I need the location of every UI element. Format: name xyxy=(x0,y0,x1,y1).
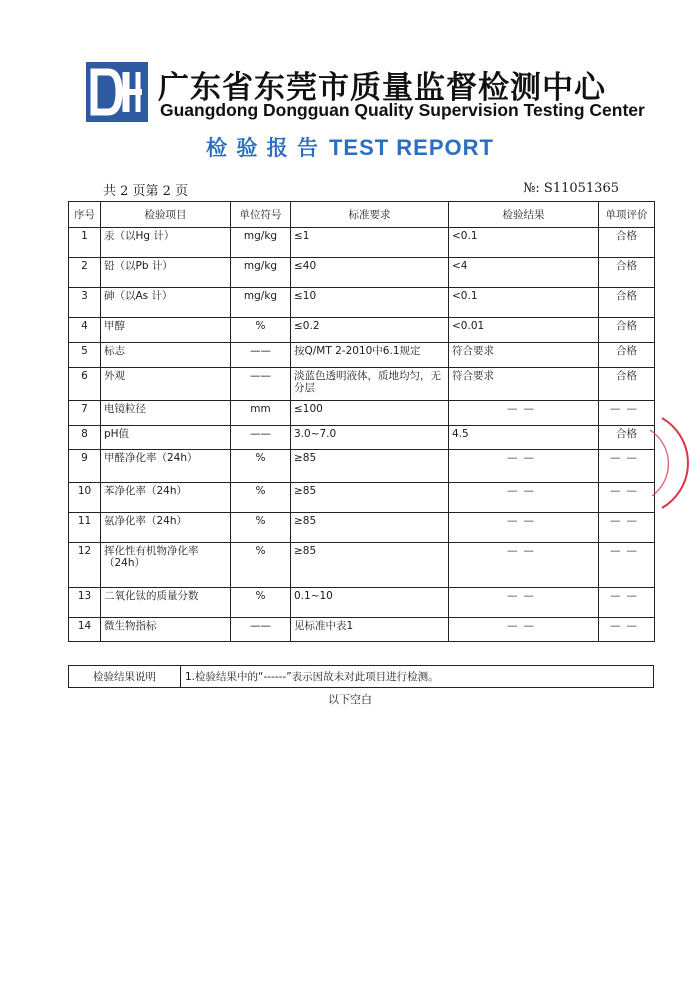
cell-result xyxy=(449,258,599,288)
cell-evaluation-text: 合格 xyxy=(616,260,637,272)
cell-unit xyxy=(231,618,291,642)
table-row xyxy=(69,258,655,288)
cell-item xyxy=(101,588,231,618)
cell-result-text: <4 xyxy=(452,260,468,272)
header-result: 检验结果 xyxy=(449,202,599,228)
cell-result xyxy=(449,450,599,483)
cell-evaluation-text: —— xyxy=(610,545,643,557)
cell-evaluation-text: 合格 xyxy=(616,230,637,242)
cell-unit-text: mg/kg xyxy=(243,290,278,302)
cell-evaluation xyxy=(599,228,655,258)
cell-no-text: 6 xyxy=(81,370,88,382)
table-row xyxy=(69,543,655,588)
cell-evaluation xyxy=(599,618,655,642)
cell-no xyxy=(69,426,101,450)
notes-table xyxy=(68,665,654,688)
page-info: 共 2 页第 2 页 xyxy=(103,184,189,199)
cell-standard xyxy=(291,258,449,288)
report-title-cn: 检 验 报 告 xyxy=(206,136,319,160)
cell-evaluation-text: —— xyxy=(610,485,643,497)
cell-unit-text: —— xyxy=(250,370,271,382)
org-name-en: Guangdong Dongguan Quality Supervision Testing Center xyxy=(160,100,645,120)
cell-result xyxy=(449,543,599,588)
cell-result xyxy=(449,588,599,618)
cell-result xyxy=(449,288,599,318)
cell-no-text: 14 xyxy=(77,620,92,632)
cell-result-text: —— xyxy=(507,452,540,464)
cell-item-text: 铅（以Pb 计） xyxy=(104,260,173,272)
cell-evaluation xyxy=(599,318,655,343)
cell-unit-text: % xyxy=(255,515,266,527)
cell-standard xyxy=(291,318,449,343)
test-results-table xyxy=(68,201,655,642)
cell-standard xyxy=(291,288,449,318)
cell-standard-text: ≥85 xyxy=(294,452,317,464)
table-row xyxy=(69,426,655,450)
cell-result xyxy=(449,483,599,513)
cell-unit-text: —— xyxy=(250,428,271,440)
cell-item-text: 挥化性有机物净化率（24h） xyxy=(104,545,199,569)
cell-item xyxy=(101,343,231,368)
cell-standard-text: ≤1 xyxy=(294,230,310,242)
cell-no-text: 8 xyxy=(81,428,88,440)
cell-evaluation-text: 合格 xyxy=(616,428,637,440)
cell-item xyxy=(101,368,231,401)
cell-evaluation xyxy=(599,368,655,401)
cell-no xyxy=(69,483,101,513)
cell-no xyxy=(69,368,101,401)
cell-item-text: pH值 xyxy=(104,428,130,440)
org-name-cn: 广东省东莞市质量监督检测中心 xyxy=(158,70,606,106)
cell-standard xyxy=(291,483,449,513)
cell-no-text: 13 xyxy=(77,590,92,602)
cell-unit-text: —— xyxy=(250,620,271,632)
cell-evaluation-text: 合格 xyxy=(616,370,637,382)
cell-result-text: <0.1 xyxy=(452,290,478,302)
cell-item-text: 苯净化率（24h） xyxy=(104,485,188,497)
cell-evaluation-text: —— xyxy=(610,403,643,415)
cell-no-text: 3 xyxy=(81,290,88,302)
table-row xyxy=(69,228,655,258)
cell-unit-text: % xyxy=(255,590,266,602)
cell-item xyxy=(101,543,231,588)
cell-standard xyxy=(291,343,449,368)
cell-item xyxy=(101,288,231,318)
table-row xyxy=(69,483,655,513)
cell-item xyxy=(101,401,231,426)
cell-evaluation-text: —— xyxy=(610,590,643,602)
cell-result-text: —— xyxy=(507,545,540,557)
cell-unit-text: % xyxy=(255,545,266,557)
cell-result xyxy=(449,318,599,343)
cell-result-text: —— xyxy=(507,515,540,527)
cell-evaluation xyxy=(599,543,655,588)
dqi-logo-icon xyxy=(86,62,148,122)
cell-result-text: —— xyxy=(507,403,540,415)
cell-no-text: 5 xyxy=(81,345,88,357)
cell-unit xyxy=(231,228,291,258)
cell-no xyxy=(69,318,101,343)
header-evaluation: 单项评价 xyxy=(599,202,655,228)
header-item: 检验项目 xyxy=(101,202,231,228)
cell-no-text: 10 xyxy=(77,485,92,497)
table-row xyxy=(69,343,655,368)
cell-standard-text: ≥85 xyxy=(294,485,317,497)
cell-unit xyxy=(231,368,291,401)
cell-item xyxy=(101,483,231,513)
report-number: №: S11051365 xyxy=(523,181,619,196)
cell-no xyxy=(69,588,101,618)
cell-unit-text: % xyxy=(255,485,266,497)
cell-evaluation xyxy=(599,288,655,318)
cell-unit-text: % xyxy=(255,320,266,332)
cell-no xyxy=(69,618,101,642)
table-row xyxy=(69,368,655,401)
cell-item-text: 微生物指标 xyxy=(104,620,157,632)
cell-item-text: 二氧化钛的质量分数 xyxy=(104,590,199,602)
cell-standard-text: ≥85 xyxy=(294,545,317,557)
cell-standard-text: 见标准中表1 xyxy=(294,620,354,632)
cell-item-text: 汞（以Hg 计） xyxy=(104,230,175,242)
cell-no-text: 4 xyxy=(81,320,88,332)
letterhead xyxy=(86,56,646,128)
table-row xyxy=(69,588,655,618)
cell-no xyxy=(69,228,101,258)
cell-item xyxy=(101,513,231,543)
table-row xyxy=(69,401,655,426)
cell-evaluation xyxy=(599,343,655,368)
notes-text: 1.检验结果中的“------”表示因故未对此项目进行检测。 xyxy=(181,666,654,688)
cell-evaluation-text: —— xyxy=(610,620,643,632)
cell-standard-text: ≤40 xyxy=(294,260,317,272)
cell-no xyxy=(69,343,101,368)
cell-item xyxy=(101,426,231,450)
header-no: 序号 xyxy=(69,202,101,228)
cell-unit xyxy=(231,343,291,368)
cell-evaluation-text: 合格 xyxy=(616,320,637,332)
header-standard: 标准要求 xyxy=(291,202,449,228)
cell-result xyxy=(449,228,599,258)
cell-standard xyxy=(291,618,449,642)
cell-standard xyxy=(291,513,449,543)
cell-standard-text: ≤0.2 xyxy=(294,320,320,332)
cell-result xyxy=(449,401,599,426)
cell-unit-text: % xyxy=(255,452,266,464)
table-row xyxy=(69,450,655,483)
cell-unit xyxy=(231,258,291,288)
report-title xyxy=(0,132,700,162)
cell-no xyxy=(69,450,101,483)
cell-no-text: 2 xyxy=(81,260,88,272)
cell-item-text: 外观 xyxy=(104,370,125,382)
cell-evaluation-text: —— xyxy=(610,515,643,527)
cell-item-text: 甲醛净化率（24h） xyxy=(104,452,198,464)
cell-evaluation xyxy=(599,258,655,288)
cell-no xyxy=(69,543,101,588)
cell-item-text: 电镜粒径 xyxy=(104,403,146,415)
cell-no xyxy=(69,513,101,543)
cell-result-text: 符合要求 xyxy=(452,370,494,382)
cell-item-text: 甲醇 xyxy=(104,320,125,332)
cell-result xyxy=(449,513,599,543)
cell-standard-text: ≤10 xyxy=(294,290,317,302)
cell-standard-text: 0.1~10 xyxy=(294,590,333,602)
cell-unit xyxy=(231,543,291,588)
cell-item-text: 标志 xyxy=(104,345,125,357)
cell-standard xyxy=(291,426,449,450)
cell-result-text: <0.1 xyxy=(452,230,478,242)
cell-result-text: —— xyxy=(507,485,540,497)
cell-standard xyxy=(291,401,449,426)
table-row xyxy=(69,288,655,318)
cell-result xyxy=(449,343,599,368)
cell-item xyxy=(101,318,231,343)
cell-result-text: —— xyxy=(507,620,540,632)
cell-result xyxy=(449,618,599,642)
cell-no xyxy=(69,288,101,318)
table-row xyxy=(69,618,655,642)
cell-no-text: 9 xyxy=(81,452,88,464)
notes-label: 检验结果说明 xyxy=(69,666,181,688)
cell-unit-text: —— xyxy=(250,345,271,357)
cell-unit-text: mg/kg xyxy=(243,260,278,272)
cell-unit xyxy=(231,513,291,543)
cell-item xyxy=(101,618,231,642)
cell-item xyxy=(101,450,231,483)
cell-result-text: 4.5 xyxy=(452,428,469,440)
cell-unit-text: mm xyxy=(250,403,271,415)
cell-standard-text: 淡蓝色透明液体，质地均匀，无分层 xyxy=(294,370,441,394)
table-row xyxy=(69,318,655,343)
cell-standard-text: ≥85 xyxy=(294,515,317,527)
cell-no-text: 11 xyxy=(77,515,92,527)
cell-standard xyxy=(291,368,449,401)
cell-unit xyxy=(231,318,291,343)
table-row xyxy=(69,513,655,543)
blank-below-text: 以下空白 xyxy=(328,693,372,706)
cell-unit xyxy=(231,588,291,618)
cell-no-text: 7 xyxy=(81,403,88,415)
cell-standard-text: ≤100 xyxy=(294,403,323,415)
cell-no-text: 1 xyxy=(81,230,88,242)
cell-standard-text: 按Q/MT 2-2010中6.1规定 xyxy=(294,345,421,357)
cell-no xyxy=(69,258,101,288)
cell-no xyxy=(69,401,101,426)
cell-standard xyxy=(291,588,449,618)
cell-no-text: 12 xyxy=(77,545,92,557)
cell-evaluation xyxy=(599,588,655,618)
report-title-en: TEST REPORT xyxy=(328,135,494,160)
cell-evaluation-text: 合格 xyxy=(616,345,637,357)
cell-unit xyxy=(231,288,291,318)
cell-unit xyxy=(231,401,291,426)
cell-item xyxy=(101,228,231,258)
cell-item xyxy=(101,258,231,288)
cell-evaluation-text: —— xyxy=(610,452,643,464)
cell-standard-text: 3.0~7.0 xyxy=(294,428,337,440)
cell-result xyxy=(449,368,599,401)
cell-standard xyxy=(291,228,449,258)
cell-result-text: <0.01 xyxy=(452,320,485,332)
cell-evaluation-text: 合格 xyxy=(616,290,637,302)
cell-standard xyxy=(291,450,449,483)
inspection-stamp-icon xyxy=(600,408,700,518)
cell-unit xyxy=(231,450,291,483)
cell-unit xyxy=(231,426,291,450)
cell-standard xyxy=(291,543,449,588)
cell-result-text: —— xyxy=(507,590,540,602)
table-header-row xyxy=(69,202,655,228)
cell-item-text: 氨净化率（24h） xyxy=(104,515,188,527)
cell-item-text: 砷（以As 计） xyxy=(104,290,173,302)
cell-result xyxy=(449,426,599,450)
header-unit: 单位符号 xyxy=(231,202,291,228)
cell-unit xyxy=(231,483,291,513)
cell-result-text: 符合要求 xyxy=(452,345,494,357)
cell-unit-text: mg/kg xyxy=(243,230,278,242)
